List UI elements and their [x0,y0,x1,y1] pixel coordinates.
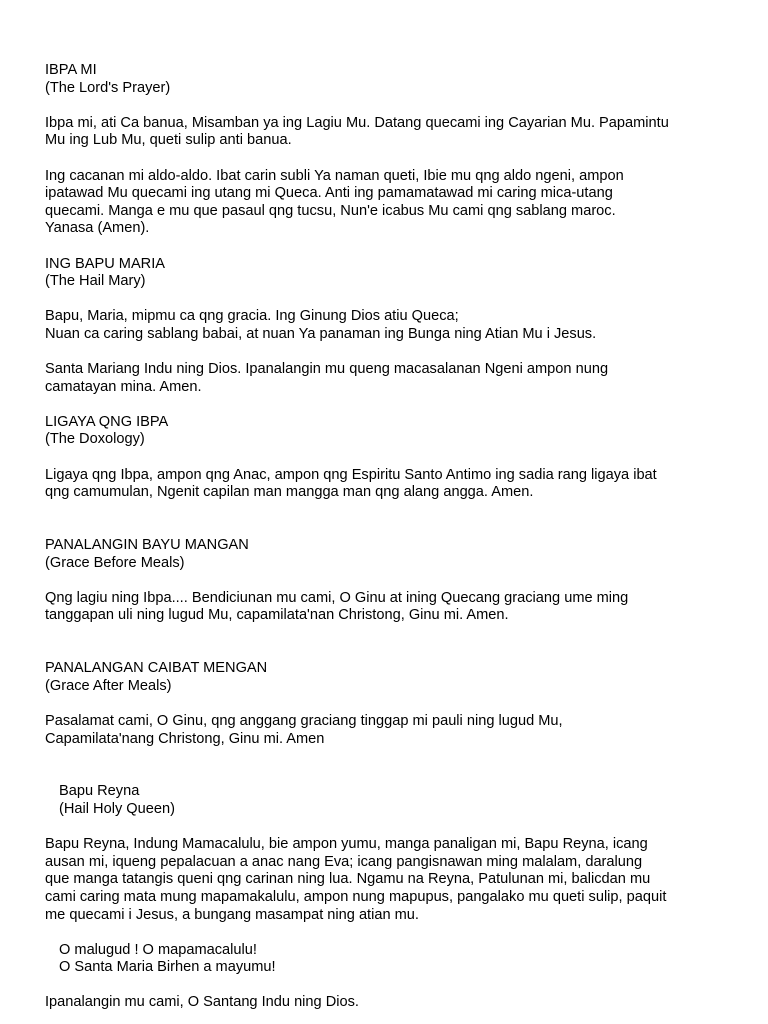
paragraph [45,168,735,238]
paragraph [45,836,735,924]
document-page [45,62,735,1012]
text-line: Ibpa mi, ati Ca banua, Misamban ya ing Lagiu Mu. Datang quecami ing Cayarian Mu. Papamintu [45,114,669,131]
text-line: Capamilata'nang Christong, Ginu mi. Amen [45,730,325,747]
text-line: Bapu, Maria, mipmu ca qng gracia. Ing Ginung Dios atiu Queca; [45,308,459,325]
text-line: me quecami i Jesus, a bungang masampat ning atian mu. [45,906,419,923]
section-subtitle: (Hail Holy Queen) [59,800,175,817]
prayer-section-doxology [45,414,735,502]
text-line: Mu ing Lub Mu, queti sulip anti banua. [45,132,292,149]
text-line: que manga tatangis queni qng carinan ning lua. Ngamu na Reyna, Patulunan mi, balicdan mu [45,871,651,888]
text-line: Ligaya qng Ibpa, ampon qng Anac, ampon qng Espiritu Santo Antimo ing sadia rang ligaya ibat [45,466,657,483]
text-line: Qng lagiu ning Ibpa.... Bendiciunan mu cami, O Ginu at ining Quecang graciang ume ming [45,589,629,606]
text-line: Santa Mariang Indu ning Dios. Ipanalangin mu queng macasalanan Ngeni ampon nung [45,361,609,378]
paragraph [45,994,735,1012]
section-title: IBPA MI [45,62,97,78]
text-line: cami caring mata mung mapamakalulu, ampon nung mapupus, pangalako mu queti sulip, paquit [45,888,667,905]
section-title: ING BAPU MARIA [45,255,166,272]
section-subtitle: (The Doxology) [45,431,145,448]
paragraph [45,590,735,625]
text-line: Ing cacanan mi aldo-aldo. Ibat carin subli Ya naman queti, Ibie mu qng aldo ngeni, ampon [45,167,624,184]
text-line: ipatawad Mu quecami ing utang mi Queca. Anti ing pamamatawad mi caring mica-utang [45,185,613,202]
text-line: O Santa Maria Birhen a mayumu! [59,959,276,976]
text-line: Bapu Reyna, Indung Mamacalulu, bie ampon yumu, manga panaligan mi, Bapu Reyna, icang [45,836,648,853]
prayer-section-hail-holy-queen [45,783,735,1012]
text-line: Yanasa (Amen). [45,220,150,237]
paragraph [45,361,735,396]
paragraph [45,713,735,748]
paragraph [45,115,735,150]
section-title: Bapu Reyna [59,783,140,800]
section-title: PANALANGAN CAIBAT MENGAN [45,660,268,677]
section-subtitle: (The Hail Mary) [45,273,146,290]
text-line: qng camumulan, Ngenit capilan man mangga man qng alang angga. Amen. [45,484,534,501]
section-title: PANALANGIN BAYU MANGAN [45,537,249,554]
text-line: camatayan mina. Amen. [45,378,202,395]
paragraph [45,942,735,977]
text-line: ausan mi, iqueng pepalacuan a anac nang Eva; icang pangisnawan ming malalam, daralung [45,853,643,870]
prayer-section-lords-prayer [45,62,735,238]
prayer-section-hail-mary [45,256,735,397]
prayer-section-grace-before-meals [45,537,735,625]
text-line: tanggapan uli ning lugud Mu, capamilata'nan Christong, Ginu mi. Amen. [45,607,509,624]
paragraph [45,308,735,343]
section-subtitle: (Grace After Meals) [45,677,172,694]
section-subtitle: (Grace Before Meals) [45,554,185,571]
text-line: quecami. Manga e mu que pasaul qng tucsu, Nun'e icabus Mu cami qng sablang maroc. [45,202,616,219]
text-line: Pasalamat cami, O Ginu, qng anggang graciang tinggap mi pauli ning lugud Mu, [45,712,563,729]
paragraph [45,467,735,502]
section-subtitle: (The Lord's Prayer) [45,79,171,96]
prayer-section-grace-after-meals [45,660,735,748]
section-title: LIGAYA QNG IBPA [45,413,169,430]
text-line: Nuan ca caring sablang babai, at nuan Ya panaman ing Bunga ning Atian Mu i Jesus. [45,325,597,342]
text-line: O malugud ! O mapamacalulu! [59,941,257,958]
text-line: Ipanalangin mu cami, O Santang Indu ning Dios. [45,994,359,1011]
